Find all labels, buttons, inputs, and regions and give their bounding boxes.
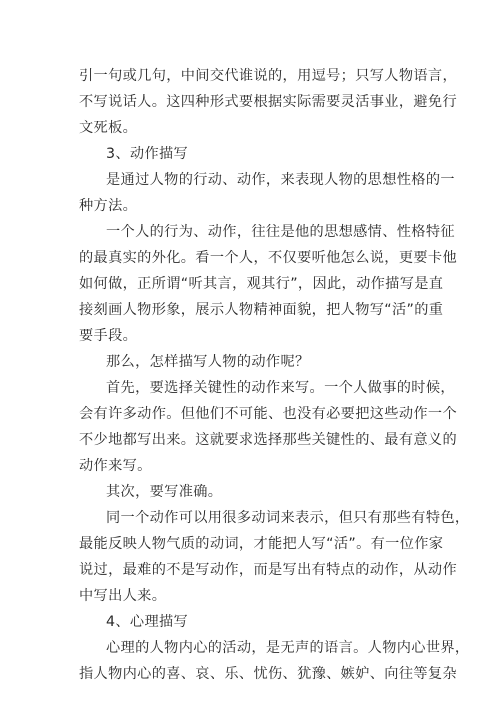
section-heading: 4、心理描写: [106, 614, 189, 630]
text-line: 首先，要选择关键性的动作来写。一个人做事的时候，: [106, 380, 455, 396]
text-line: 的最真实的外化。看一个人，不仅要听他怎么说，更要卡他: [79, 250, 457, 266]
text-line: 文死板。: [79, 120, 138, 136]
text-line: 接刻画人物形象，展示人物精神面貌，把人物写“活”的重: [79, 302, 444, 318]
text-line: 那么，怎样描写人物的动作呢？: [106, 354, 310, 370]
text-line: 同一个动作可以用很多动词来表示，但只有那些有特色，: [106, 510, 470, 526]
text-line: 种方法。: [79, 198, 138, 214]
text-line: 要手段。: [79, 328, 138, 344]
text-line: 动作来写。: [79, 458, 152, 474]
text-line: 是通过人物的行动、动作，来表现人物的思想性格的一: [106, 172, 455, 188]
text-line: 引一句或几句，中间交代谁说的，用逗号；只写人物语言，: [79, 68, 457, 84]
text-line: 指人物内心的喜、哀、乐、忧伤、犹豫、嫉妒、向往等复杂: [79, 666, 457, 682]
text-line: 其次，要写准确。: [106, 484, 223, 500]
text-line: 不写说话人。这四种形式要根据实际需要灵活事业，避免行: [79, 94, 457, 110]
section-heading: 3、动作描写: [106, 146, 189, 162]
text-line: 会有许多动作。但他们不可能、也没有必要把这些动作一个: [79, 406, 457, 422]
text-line: 心理的人物内心的活动，是无声的语言。人物内心世界，: [106, 640, 470, 656]
text-line: 不少地都写出来。这就要求选择那些关键性的、最有意义的: [79, 432, 457, 448]
text-line: 最能反映人物气质的动词，才能把人写“活”。有一位作家: [79, 536, 444, 552]
text-line: 如何做，正所谓“听其言，观其行”，因此，动作描写是直: [79, 276, 444, 292]
text-line: 中写出人来。: [79, 588, 167, 604]
text-line: 说过，最难的不是写动作，而是写出有特点的动作，从动作: [79, 562, 457, 578]
text-line: 一个人的行为、动作，往往是他的思想感情、性格特征: [106, 224, 455, 240]
